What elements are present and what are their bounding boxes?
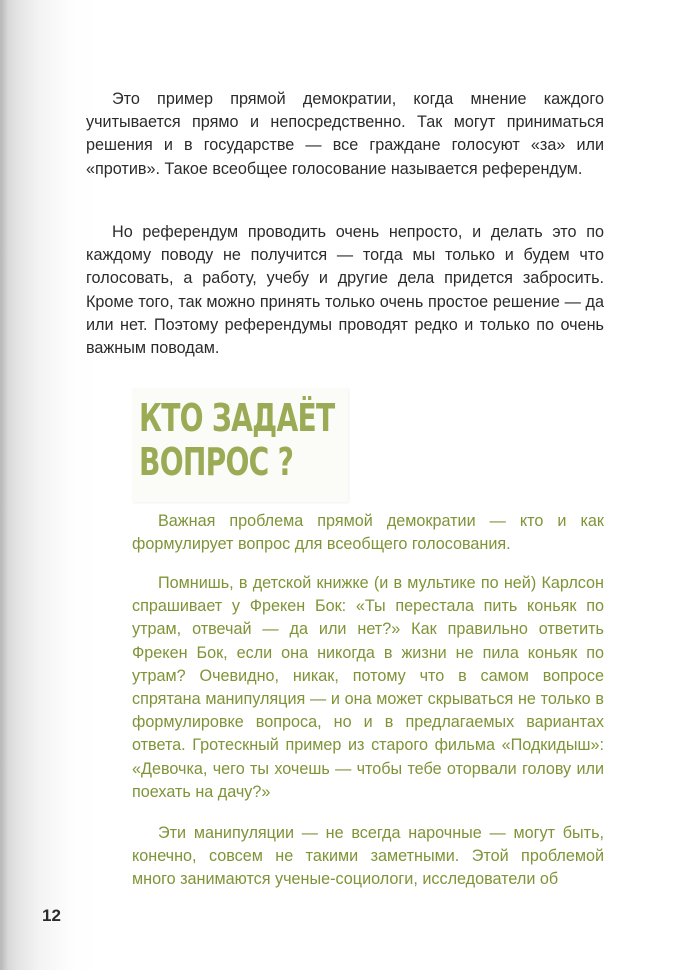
sidebar-heading-line-1: КТО ЗАДАЁТ [139, 396, 335, 440]
sidebar-paragraph-1: Важная проблема прямой демократии — кто и как формулирует вопрос для всеобщего голосования. [132, 512, 604, 554]
sidebar-paragraph-3: Эти манипуляции — не всегда нарочные — могут быть, конечно, совсем не такими заметными. Этой проблемой много занимаются ученые-социологи, исследователи об [132, 824, 604, 889]
sidebar-heading-line-2: ВОПРОС ? [139, 440, 294, 484]
page-number: 12 [42, 906, 61, 925]
intro-paragraph-1: Это пример прямой демократии, когда мнение каждого учитывается прямо и непосредственно. Так могут приниматься решения и в государстве — все граждане голосуют «за» или «против». Такое всеобщее голосование называется референдум. [86, 90, 604, 178]
sidebar-paragraph-2: Помнишь, в детской книжке (и в мультике по ней) Карлсон спрашивает у Фрекен Бок: «Ты перестала пить коньяк по утрам, отвечай — да или нет?» Как правильно ответить Фрекен Бок, если она никогда в жизни не пила коньяк по утрам? Очевидно, никак, потому что в самом вопросе спрятана манипуляция — и она может скрываться не только в формулировке вопроса, но и в предлагаемых вариантах ответа. Гротескный пример из старого фильма «Подкидыш»: «Девочка, чего ты хочешь — чтобы тебе оторвали голову или поехать на дачу?» [132, 574, 604, 801]
page-gutter-shadow [0, 0, 8, 970]
intro-paragraph-2: Но референдум проводить очень непросто, и делать это по каждому поводу не получится — тогда мы только и будем что голосовать, а работу, учебу и другие дела придется забросить. Кроме того, так можно принять только очень простое решение — да или нет. Поэтому референдумы проводят редко и только по очень важным поводам. [86, 223, 604, 358]
sidebar-heading-box [132, 388, 348, 502]
